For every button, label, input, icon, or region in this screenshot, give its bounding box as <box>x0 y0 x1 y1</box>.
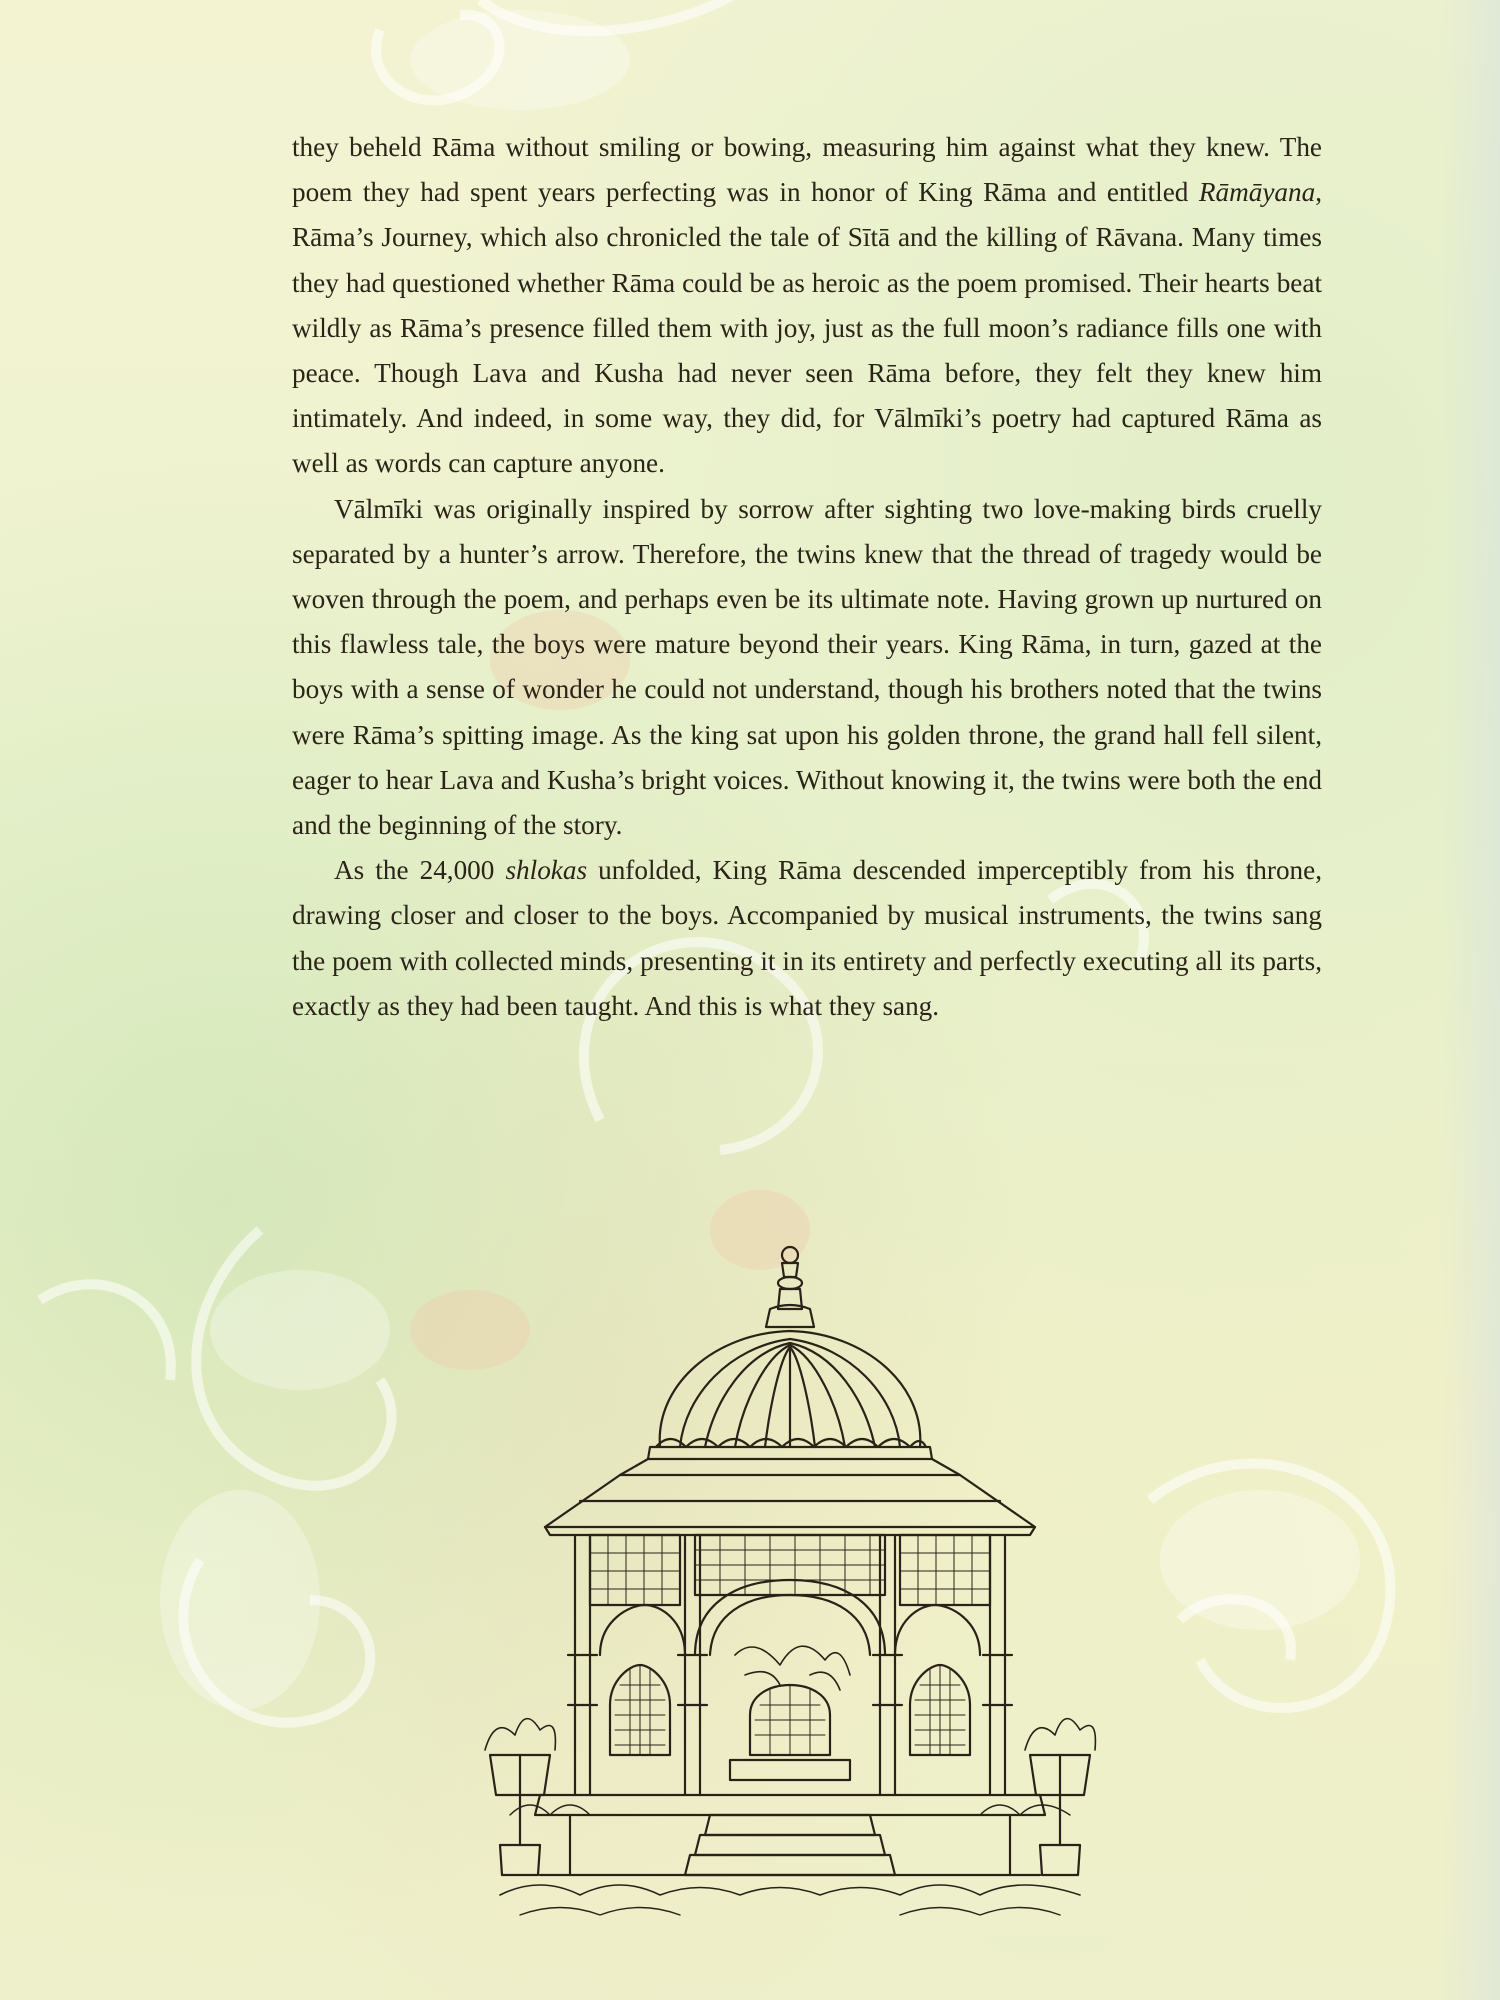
paragraph-3-text-b: unfolded, King Rāma descended imperceptibly from his throne, drawing closer and closer to the boys. Accompanied by musical instruments, the twins sang the poem with collected minds, presenting it in its entirety and perfectly executing all its parts, exactly as they had been taught. And this is what they sang. <box>292 855 1322 1021</box>
paragraph-1 <box>292 125 1322 487</box>
body-text <box>292 125 1322 1029</box>
paragraph-3 <box>292 848 1322 1029</box>
paragraph-1-text-b: , Rāma’s Journey, which also chronicled the tale of Sītā and the killing of Rāvana. Many times they had questioned whether Rāma could be as heroic as the poem promised. Their hearts beat wildly as Rāma’s presence filled them with joy, just as the full moon’s radiance fills one with peace. Though Lava and Kusha had never seen Rāma before, they felt they knew him intimately. And indeed, in some way, they did, for Vālmīki’s poetry had captured Rāma as well as words can capture anyone. <box>292 177 1322 479</box>
page-edge <box>1440 0 1500 2000</box>
paragraph-2-text: Vālmīki was originally inspired by sorrow after sighting two love-making birds cruelly separated by a hunter’s arrow. Therefore, the twins knew that the thread of tragedy would be woven through the poem, and perhaps even be its ultimate note. Having grown up nurtured on this flawless tale, the boys were mature beyond their years. King Rāma, in turn, gazed at the boys with a sense of wonder he could not understand, though his brothers noted that the twins were Rāma’s spitting image. As the king sat upon his golden throne, the grand hall fell silent, eager to hear Lava and Kusha’s bright voices. Without knowing it, the twins were both the end and the beginning of the story. <box>292 493 1322 841</box>
pavilion-illustration <box>480 1235 1100 1935</box>
paragraph-3-text-a: As the 24,000 <box>334 855 506 886</box>
paragraph-2 <box>292 487 1322 849</box>
paragraph-1-italic-title: Rāmāyana <box>1198 177 1316 208</box>
paragraph-1-text-a: they beheld Rāma without smiling or bowing, measuring him against what they knew. The poem they had spent years perfecting was in honor of King Rāma and entitled <box>292 132 1322 208</box>
paragraph-3-italic-word: shlokas <box>505 855 588 886</box>
